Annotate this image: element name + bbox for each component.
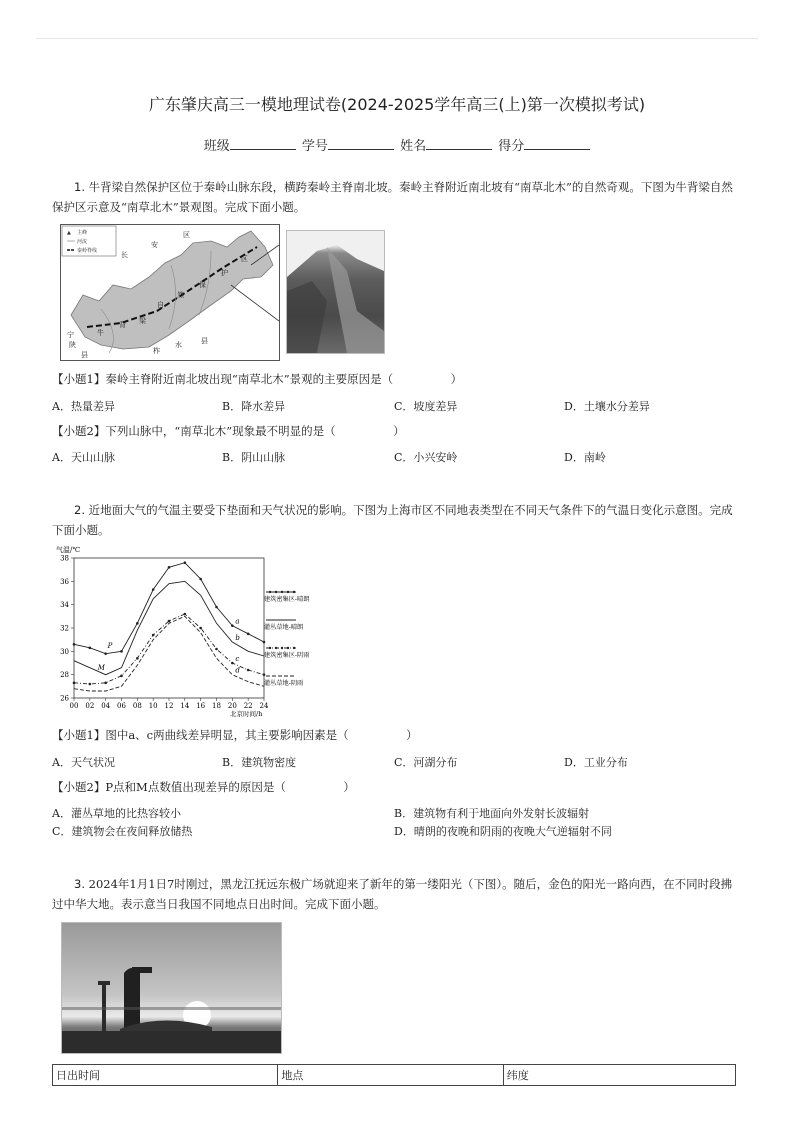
series-marker-a: a — [235, 617, 240, 626]
series-point-a — [231, 624, 234, 627]
svg-text:长: 长 — [121, 251, 128, 259]
question-2-stem: 2. 近地面大气的气温主要受下垫面和天气状况的影响。下图为上海市区不同地表类型在不同天气条件下的气温日变化示意图。完成下面小题。 — [52, 503, 733, 537]
chart-axes — [74, 558, 264, 698]
series-point-a — [263, 641, 266, 644]
series-marker-b: b — [235, 634, 240, 642]
legend-peak: 主峰 — [77, 230, 88, 236]
option-a[interactable]: A．天气状况 — [52, 756, 115, 769]
svg-text:区: 区 — [183, 231, 190, 239]
chart-ylabel: 气温/℃ — [56, 546, 81, 554]
legend-icon-peak: ▲ — [67, 230, 71, 236]
legend-dot — [293, 591, 295, 593]
sunrise-square-photo — [61, 922, 282, 1054]
mountain-landscape-photo — [286, 230, 385, 354]
plot-frame — [74, 558, 264, 698]
svg-text:背: 背 — [119, 321, 126, 329]
name-field[interactable]: 姓名 — [400, 135, 492, 154]
x-tick-label: 22 — [243, 702, 253, 710]
header-latitude: 纬度 — [503, 1065, 735, 1086]
option-c[interactable]: C．河湖分布 — [394, 756, 458, 769]
legend-dot — [293, 647, 295, 649]
temperature-line-chart — [52, 542, 352, 718]
score-field[interactable]: 得分 — [498, 135, 590, 154]
series-point-c — [199, 627, 202, 630]
annotation-m: M — [97, 664, 105, 672]
legend-dot — [287, 591, 289, 593]
series-point-a — [136, 622, 139, 625]
x-tick-label: 10 — [148, 702, 158, 710]
page-title: 广东肇庆高三一模地理试卷(2024-2025学年高三(上)第一次模拟考试) — [148, 95, 646, 114]
series-point-c — [247, 669, 250, 672]
question-2-sub-2: 【小题2】P点和M点数值出现差异的原因是（ ） — [52, 780, 355, 794]
legend-label-b: 灌丛草地-晴朗 — [264, 624, 304, 631]
chart-legend — [264, 591, 309, 687]
question-1-stem: 1. 牛背梁自然保护区位于秦岭山脉东段，横跨秦岭主脊南北坡。秦岭主脊附近南北坡有“南草北木”的自然奇观。下图为牛背梁自然保护区示意及“南草北木”景观图。完成下面小题。 — [52, 180, 733, 214]
series-point-c — [152, 634, 155, 637]
series-point-a — [120, 650, 123, 653]
series-point-c — [136, 657, 139, 660]
chart-ticks — [60, 555, 269, 711]
question-1-sub-1: 【小题1】秦岭主脊附近南北坡出现“南草北木”景观的主要原因是（ ） — [52, 372, 463, 386]
chart-series — [73, 561, 266, 691]
class-field[interactable]: 班级 — [204, 135, 296, 154]
x-tick-label: 04 — [101, 702, 111, 710]
legend-river: 河流 — [77, 239, 88, 245]
legend-dot — [281, 647, 283, 649]
table-header-row — [53, 1065, 736, 1086]
series-point-a — [168, 566, 171, 569]
svg-text:保: 保 — [199, 281, 206, 289]
series-point-a — [184, 561, 187, 564]
series-point-a — [152, 588, 155, 591]
sunrise-table — [52, 1064, 736, 1086]
header-rule — [36, 38, 758, 39]
svg-text:陕: 陕 — [69, 341, 76, 349]
legend-label-a: 建筑密集区-晴朗 — [264, 596, 310, 603]
option-b[interactable]: B．降水差异 — [222, 400, 286, 413]
legend-dot — [281, 591, 283, 593]
series-point-a — [247, 633, 250, 636]
svg-text:区: 区 — [241, 255, 248, 263]
option-b[interactable]: B．阴山山脉 — [222, 451, 286, 464]
series-point-a — [199, 578, 202, 581]
legend-dot — [269, 591, 271, 593]
option-a[interactable]: A．热量差异 — [52, 400, 115, 413]
series-point-c — [120, 675, 123, 678]
y-tick-label: 28 — [60, 671, 69, 680]
series-point-c — [73, 682, 76, 685]
x-tick-label: 08 — [132, 702, 142, 710]
series-point-c — [231, 662, 234, 665]
legend-label-d: 灌丛草地-阴雨 — [264, 680, 304, 687]
student-id-field[interactable]: 学号 — [302, 135, 394, 154]
series-point-a — [104, 652, 107, 655]
option-b[interactable]: B．建筑物有利于地面向外发射长波辐射 — [394, 807, 590, 820]
series-point-a — [89, 647, 92, 650]
chart-xlabel: 北京时间/h — [230, 710, 263, 718]
option-a[interactable]: A．灌丛草地的比热容较小 — [52, 807, 181, 820]
series-point-c — [89, 683, 92, 686]
svg-text:牛: 牛 — [97, 329, 104, 337]
question-1-sub-2: 【小题2】下列山脉中，“南草北木”现象最不明显的是（ ） — [52, 424, 405, 438]
x-tick-label: 12 — [164, 702, 174, 710]
series-point-c — [184, 613, 187, 616]
y-tick-label: 26 — [60, 694, 69, 703]
series-point-a — [215, 606, 218, 609]
x-tick-label: 06 — [117, 702, 126, 710]
x-tick-label: 14 — [180, 702, 190, 710]
svg-text:然: 然 — [177, 291, 184, 299]
option-d[interactable]: D．晴朗的夜晚和阴雨的夜晚大气逆辐射不同 — [394, 825, 612, 838]
svg-text:梁: 梁 — [139, 317, 146, 325]
x-tick-label: 00 — [69, 702, 79, 710]
legend-dot — [275, 591, 277, 593]
y-tick-label: 32 — [60, 624, 69, 633]
series-point-a — [73, 643, 76, 646]
legend-label-c: 建筑密集区-阴雨 — [264, 652, 310, 659]
x-tick-label: 02 — [85, 702, 95, 710]
legend-ridge: 秦岭脊线 — [77, 248, 98, 254]
x-tick-label: 20 — [227, 702, 237, 710]
series-point-c — [168, 620, 171, 623]
svg-text:水: 水 — [175, 341, 182, 349]
y-tick-label: 38 — [60, 554, 69, 563]
option-c[interactable]: C．坡度差异 — [394, 400, 458, 413]
question-2-sub-1: 【小题1】图中a、c两曲线差异明显，其主要影响因素是（ ） — [52, 728, 418, 742]
series-point-c — [104, 682, 107, 685]
series-marker-d: d — [235, 666, 240, 675]
svg-text:宁: 宁 — [67, 331, 74, 339]
option-d[interactable]: D．土壤水分差异 — [564, 400, 650, 413]
y-tick-label: 36 — [60, 577, 69, 586]
svg-text:自: 自 — [157, 301, 164, 309]
series-marker-c: c — [235, 655, 240, 663]
option-a[interactable]: A．天山山脉 — [52, 451, 115, 464]
y-tick-label: 30 — [60, 647, 69, 656]
legend-dot — [275, 647, 277, 649]
header-sunrise-time: 日出时间 — [53, 1065, 278, 1086]
option-d[interactable]: D．工业分布 — [564, 756, 628, 769]
x-tick-label: 16 — [196, 702, 206, 710]
x-tick-label: 18 — [212, 702, 221, 710]
x-tick-label: 24 — [259, 702, 269, 710]
svg-text:安: 安 — [151, 241, 158, 249]
series-point-c — [263, 673, 266, 676]
nature-reserve-map — [60, 224, 280, 361]
question-3-stem: 3. 2024年1月1日7时刚过，黑龙江抚远东极广场就迎来了新年的第一缕阳光（下图）。随后，金色的阳光一路向西，在不同时段拂过中华大地。表示意当日我国不同地点日出时间。完成下面小题。 — [52, 877, 733, 911]
annotation-p: P — [107, 641, 113, 650]
student-info-fields — [0, 135, 794, 154]
option-b[interactable]: B．建筑物密度 — [222, 756, 297, 769]
header-location: 地点 — [278, 1065, 503, 1086]
legend-dot — [287, 647, 289, 649]
series-point-c — [215, 648, 218, 651]
y-tick-label: 34 — [60, 601, 69, 610]
svg-text:县: 县 — [81, 351, 88, 359]
svg-text:柞: 柞 — [153, 347, 160, 355]
option-c[interactable]: C．小兴安岭 — [394, 451, 458, 464]
svg-text:县: 县 — [201, 337, 208, 345]
option-c[interactable]: C．建筑物会在夜间释放储热 — [52, 825, 193, 838]
legend-dot — [269, 647, 271, 649]
svg-text:护: 护 — [221, 269, 228, 277]
option-d[interactable]: D．南岭 — [564, 451, 606, 464]
